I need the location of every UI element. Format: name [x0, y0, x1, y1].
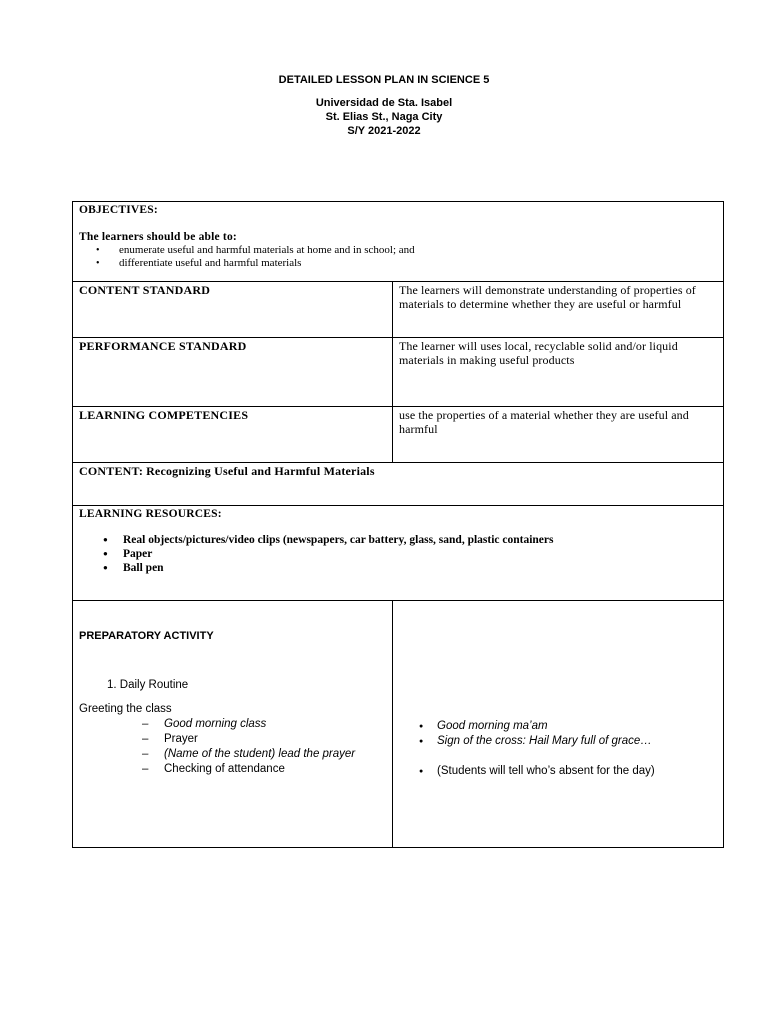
- objectives-label: OBJECTIVES:: [79, 204, 158, 216]
- teacher-routine-list: [79, 717, 386, 777]
- performance-standard-row: [73, 338, 724, 407]
- list-item: – (Name of the student) lead the prayer: [164, 747, 386, 762]
- preparatory-activity-label: PREPARATORY ACTIVITY: [79, 630, 214, 642]
- list-item: • enumerate useful and harmful materials at home and in school; and: [119, 244, 717, 257]
- learning-resources-row: [73, 506, 724, 601]
- list-item: ● Real objects/pictures/video clips (newspapers, car battery, glass, sand, plastic containers: [123, 533, 717, 547]
- preparatory-activity-row: [73, 601, 724, 848]
- learning-competencies-row: [73, 407, 724, 463]
- greeting-heading: Greeting the class: [79, 703, 172, 715]
- objectives-list: [79, 244, 717, 270]
- objectives-intro: The learners should be able to:: [79, 231, 237, 243]
- lesson-plan-table: [72, 201, 724, 848]
- performance-standard-text: The learner will uses local, recyclable solid and/or liquid materials in making useful products: [393, 338, 724, 407]
- content-row: [73, 463, 724, 506]
- objectives-row: [73, 202, 724, 282]
- daily-routine-heading: 1. Daily Routine: [107, 679, 189, 691]
- document-title: DETAILED LESSON PLAN IN SCIENCE 5: [278, 74, 490, 86]
- list-item: ● (Students will tell who’s absent for the day): [437, 764, 717, 779]
- learning-competencies-label: LEARNING COMPETENCIES: [73, 407, 393, 463]
- content-topic: Recognizing Useful and Harmful Materials: [146, 464, 375, 478]
- content-standard-row: [73, 282, 724, 338]
- performance-standard-label: PERFORMANCE STANDARD: [73, 338, 393, 407]
- list-item: – Good morning class: [164, 717, 386, 732]
- list-item: ● Good morning ma’am: [437, 719, 717, 734]
- content-standard-text: The learners will demonstrate understanding of properties of materials to determine whether they are useful or harmful: [393, 282, 724, 338]
- list-item: ● Ball pen: [123, 561, 717, 575]
- list-item: • differentiate useful and harmful materials: [119, 257, 717, 270]
- content-standard-label: CONTENT STANDARD: [73, 282, 393, 338]
- list-item: – Checking of attendance: [164, 762, 386, 777]
- student-response-list: [399, 719, 717, 779]
- list-item: ● Sign of the cross: Hail Mary full of grace…: [437, 734, 717, 749]
- school-address: St. Elias St., Naga City: [325, 111, 443, 123]
- learning-resources-list: [79, 533, 717, 575]
- content-label: CONTENT:: [79, 464, 144, 478]
- learning-competencies-text: use the properties of a material whether they are useful and harmful: [393, 407, 724, 463]
- list-item: ● Paper: [123, 547, 717, 561]
- school-year: S/Y 2021-2022: [347, 125, 421, 137]
- school-name: Universidad de Sta. Isabel: [315, 97, 453, 109]
- learning-resources-label: LEARNING RESOURCES:: [79, 508, 222, 520]
- list-item: – Prayer: [164, 732, 386, 747]
